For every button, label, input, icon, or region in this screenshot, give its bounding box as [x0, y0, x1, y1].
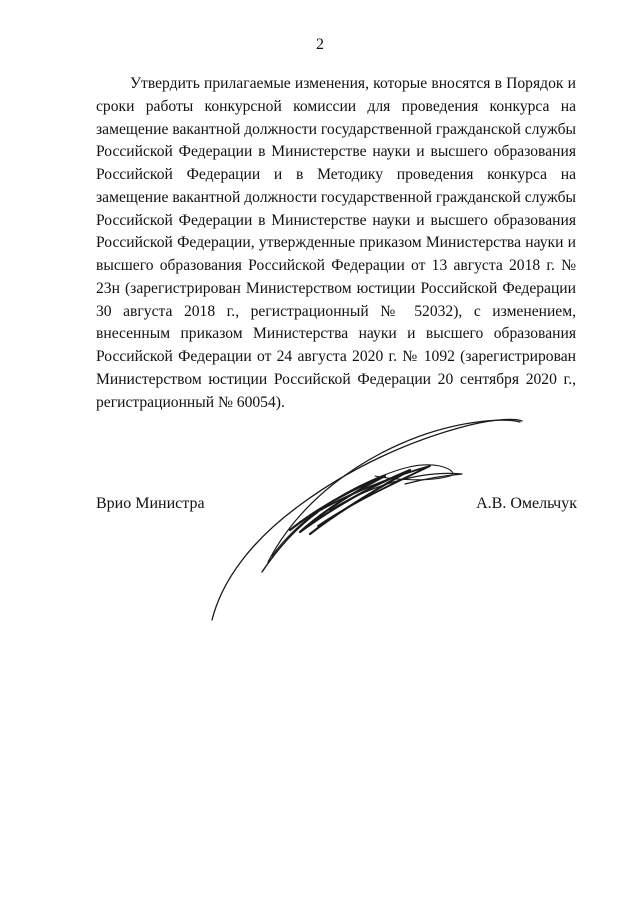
signatory-role: Врио Министра [96, 495, 205, 512]
body-paragraph: Утвердить прилагаемые изменения, которые вносятся в Порядок и сроки работы конкурсной комиссии для проведения конкурса на замещение вакантной должности государственной гражданской службы Российской Федерации в Министерстве науки и высшего образования Российской Федерации и в Методику проведения конкурса на замещение вакантной должности государственной гражданской службы Российской Федерации в Министерстве науки и высшего образования Российской Федерации, утвержденные приказом Министерства науки и высшего образования Российской Федерации от 13 августа 2018 г. № 23н (зарегистрирован Министерством юстиции Российской Федерации 30 августа 2018 г., регистрационный № 52032), с изменением, внесенным приказом Министерства науки и высшего образования Российской Федерации от 24 августа 2020 г. № 1092 (зарегистрирован Министерством юстиции Российской Федерации 20 сентября 2020 г., регистрационный № 60054). [96, 75, 576, 411]
signatory-name: А.В. Омельчук [476, 495, 577, 512]
page-number: 2 [316, 36, 324, 53]
